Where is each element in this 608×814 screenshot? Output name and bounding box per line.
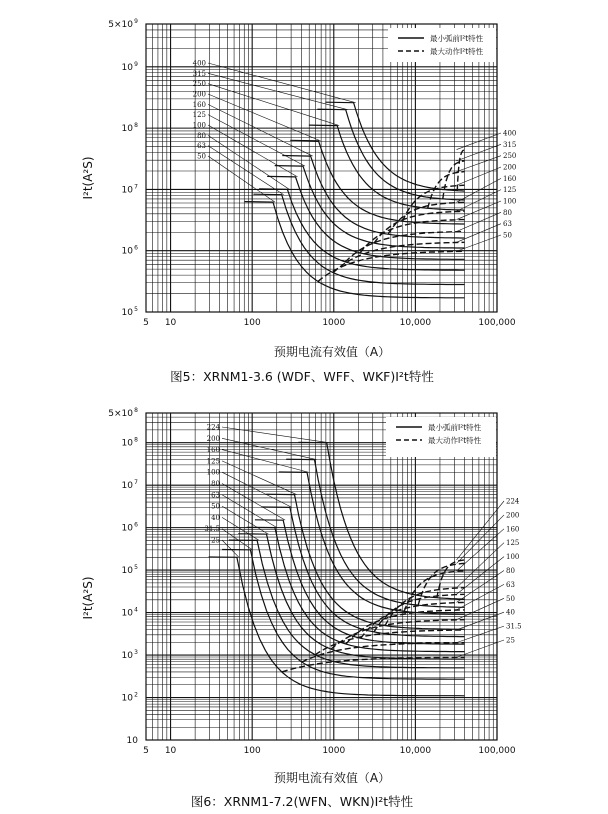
rating-label-right: 400 [503,129,517,138]
leader-line-left [208,146,284,195]
rating-label-right: 40 [506,608,515,617]
x-tick-label: 100 [243,318,261,328]
y-tick-labels [108,407,138,746]
y-tick-label [108,407,138,419]
x-tick-label: 100 [243,746,261,756]
y-tick-exponent: 2 [134,691,138,699]
rating-label-right: 125 [506,539,520,548]
y-tick-label [122,183,139,195]
rating-label-left: 200 [206,434,220,443]
y-tick-exponent: 8 [134,122,138,130]
rating-label-left: 31.5 [204,525,220,534]
chart-xrnm1-7-2 [81,407,522,809]
y-tick-label [122,479,139,491]
rating-label-right: 80 [506,567,515,575]
y-tick-mantissa: 10 [121,438,133,449]
rating-label-right: 63 [503,220,512,229]
y-tick-exponent: 8 [134,407,138,414]
y-tick-label [122,607,139,619]
rating-label-right: 100 [503,197,517,206]
y-tick-label [122,564,139,576]
curve-dashed-160 [404,571,464,612]
rating-label-left: 200 [192,90,206,99]
x-tick-labels [143,318,516,328]
rating-label-right: 25 [506,636,515,645]
y-tick-label [122,522,139,534]
leader-line-left [208,73,348,109]
y-tick-exponent: 9 [134,60,138,68]
rating-label-left: 63 [211,491,220,500]
legend-label: 最小弧前I²t特性 [430,34,484,43]
rating-label-left: 224 [206,423,220,432]
y-tick-exponent: 7 [134,183,138,191]
rating-label-right: 315 [503,140,517,149]
y-tick-exponent: 9 [134,18,138,25]
x-tick-label: 10 [164,746,177,756]
rating-label-right: 250 [503,152,517,161]
rating-label-right: 31.5 [506,622,522,631]
x-tick-label: 5 [143,318,149,328]
rating-label-left: 125 [192,111,206,120]
y-tick-label [127,736,139,746]
rating-label-left: 100 [206,468,220,477]
rating-label-right: 63 [506,580,515,589]
rating-label-left: 25 [211,536,220,545]
y-tick-mantissa: 10 [121,481,133,492]
y-tick-mantissa: 10 [121,124,133,135]
curve-solid-125 [275,166,465,248]
y-tick-mantissa: 10 [121,608,133,619]
y-tick-mantissa: 10 [121,246,133,257]
x-axis-title: 预期电流有效值（A） [273,771,391,785]
leader-line-left [222,427,329,443]
y-tick-label [122,61,139,73]
rating-label-right: 80 [503,208,512,217]
y-tick-mantissa: 10 [121,62,133,73]
y-axis-title: I²t(A²S) [81,576,95,620]
y-tick-label [122,437,139,449]
legend-label: 最大动作I²t特性 [430,47,484,56]
curve-dashed-315 [443,161,465,199]
x-tick-label: 1000 [322,318,346,328]
rating-label-right: 160 [506,525,520,534]
leader-line-left [222,540,239,557]
y-tick-exponent: 7 [134,479,138,487]
y-tick-label [122,692,139,704]
y-tick-label [122,245,139,257]
rating-label-right: 200 [503,163,517,172]
rating-label-left: 80 [211,480,220,488]
x-axis-title: 预期电流有效值（A） [273,345,391,359]
rating-label-left: 50 [211,502,220,511]
rating-label-left: 160 [192,100,206,109]
rating-label-left: 40 [211,513,220,522]
x-tick-label: 1000 [322,746,346,756]
figure-caption: 图6：XRNM1-7.2(WFN、WKN)I²t特性 [190,794,414,809]
x-tick-label: 5 [143,746,149,756]
x-tick-label: 10 [164,318,177,328]
rating-label-left: 125 [206,457,220,466]
x-tick-label: 10,000 [399,746,432,756]
curve-solid-125 [266,494,464,629]
figure-caption: 图5：XRNM1-3.6 (WDF、WFF、WKF)I²t特性 [170,369,434,384]
curve-solid-224 [298,442,464,599]
x-tick-labels [143,746,516,756]
y-tick-mantissa: 10 [121,651,133,662]
leader-line-left [222,438,316,459]
y-tick-labels [108,18,138,318]
y-tick-mantissa: 10 [121,523,133,534]
rating-label-left: 63 [197,142,206,151]
rating-label-left: 50 [197,152,206,161]
y-tick-exponent: 8 [134,436,138,444]
leader-line-left [208,125,298,177]
rating-label-left: 160 [206,446,220,455]
rating-label-right: 224 [506,497,520,506]
y-tick-mantissa: 10 [121,693,133,704]
y-tick-label [122,306,139,318]
y-tick-exponent: 5 [134,306,138,313]
rating-label-left: 250 [192,80,206,89]
curve-dashed-160 [388,202,464,234]
chart-xrnm1-3-6 [81,18,516,384]
rating-label-right: 200 [506,511,520,520]
rating-label-left: 80 [197,131,206,140]
rating-label-left: 315 [192,69,206,78]
curve-solid-50 [245,202,465,298]
y-tick-exponent: 3 [134,649,138,657]
curve-solid-80 [259,189,464,270]
leader-line-left [222,450,309,473]
rating-label-right: 160 [503,174,517,183]
y-tick-label [122,122,139,134]
y-tick-mantissa: 10 [121,308,133,318]
x-tick-label: 100,000 [478,318,516,328]
rating-label-left: 100 [192,121,206,130]
y-tick-mantissa: 5×10 [108,20,133,30]
y-tick-mantissa: 5×10 [108,409,133,419]
curve-solid-160 [282,156,464,239]
curves [206,442,465,696]
y-tick-exponent: 6 [134,244,138,252]
curve-solid-160 [279,472,465,614]
y-tick-exponent: 5 [134,564,138,572]
curves [245,102,465,298]
legend [388,28,496,62]
y-tick-mantissa: 10 [126,736,138,746]
rating-label-right: 50 [506,594,515,603]
y-tick-mantissa: 10 [121,185,133,196]
rating-label-right: 50 [503,231,512,240]
legend [386,417,496,457]
rating-label-right: 125 [503,186,517,195]
y-axis-title: I²t(A²S) [81,156,95,200]
legend-label: 最小弧前I²t特性 [428,423,482,432]
rating-label-left: 400 [192,59,206,68]
legend-label: 最大动作I²t特性 [428,436,482,445]
y-tick-exponent: 4 [134,606,138,614]
x-tick-label: 10,000 [399,318,432,328]
y-tick-label [108,18,138,30]
x-tick-label: 100,000 [478,746,516,756]
y-tick-mantissa: 10 [121,566,133,577]
y-tick-exponent: 6 [134,521,138,529]
rating-label-right: 100 [506,553,520,562]
y-tick-label [122,649,139,661]
